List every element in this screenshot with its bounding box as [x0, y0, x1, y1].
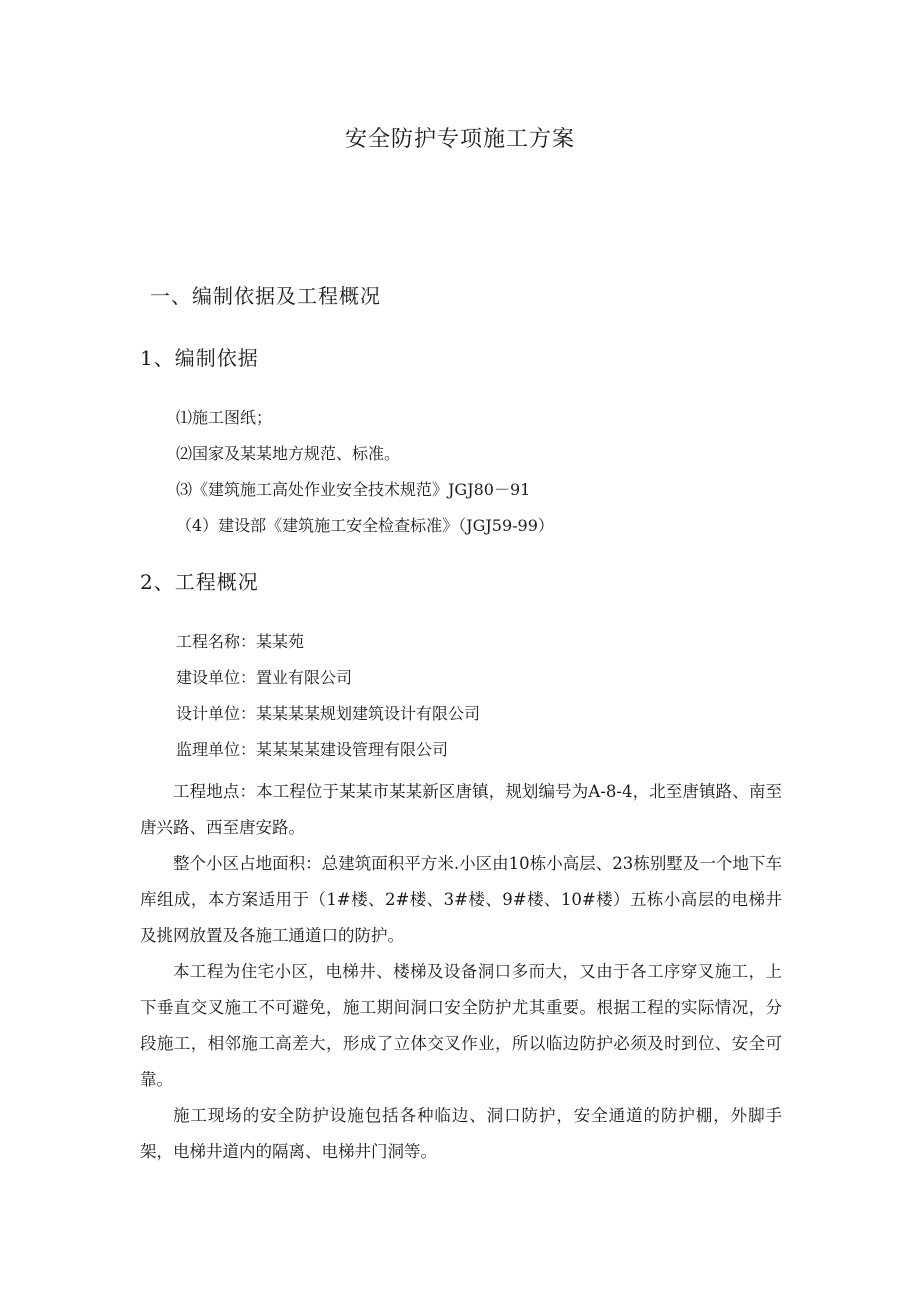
basis-item: ⑵国家及某某地方规范、标准。	[176, 444, 401, 463]
basis-item: ⑶《建筑施工高处作业安全技术规范》JGJ80－91	[176, 480, 531, 499]
basis-item: ⑴施工图纸；	[176, 408, 273, 427]
paragraph-location: 工程地点：本工程位于某某市某某新区唐镇，规划编号为A-8-4，北至唐镇路、南至唐兴路、西至唐安路。	[140, 782, 782, 837]
subsection-heading-overview: 2、工程概况	[140, 570, 259, 594]
construction-unit: 建设单位：置业有限公司	[176, 668, 353, 687]
basis-list	[176, 406, 554, 550]
overview-body	[140, 774, 782, 1170]
supervision-unit: 监理单位：某某某某建设管理有限公司	[176, 740, 449, 759]
section-heading-basis-and-overview: 一、编制依据及工程概况	[150, 284, 381, 308]
document-title: 安全防护专项施工方案	[344, 127, 575, 152]
paragraph-facilities: 施工现场的安全防护设施包括各种临边、洞口防护，安全通道的防护棚，外脚手架，电梯井道内的隔离、电梯井门洞等。	[140, 1106, 782, 1161]
project-info-list	[176, 630, 480, 774]
project-name: 工程名称：某某苑	[176, 632, 305, 651]
design-unit: 设计单位：某某某某规划建筑设计有限公司	[176, 704, 481, 723]
paragraph-importance: 本工程为住宅小区，电梯井、楼梯及设备洞口多而大，又由于各工序穿叉施工，上下垂直交叉施工不可避免，施工期间洞口安全防护尤其重要。根据工程的实际情况，分段施工，相邻施工高差大，形成了立体交叉作业，所以临边防护必须及时到位、安全可靠。	[140, 962, 782, 1089]
basis-item: （4）建设部《建筑施工安全检查标准》（JGJ59-99）	[176, 516, 554, 535]
subsection-heading-basis: 1、编制依据	[140, 346, 259, 370]
paragraph-area: 整个小区占地面积：总建筑面积平方米.小区由10栋小高层、23栋别墅及一个地下车库组成，本方案适用于（1#楼、2#楼、3#楼、9#楼、10#楼）五栋小高层的电梯井及挑网放置及各施工通道口的防护。	[140, 854, 782, 945]
